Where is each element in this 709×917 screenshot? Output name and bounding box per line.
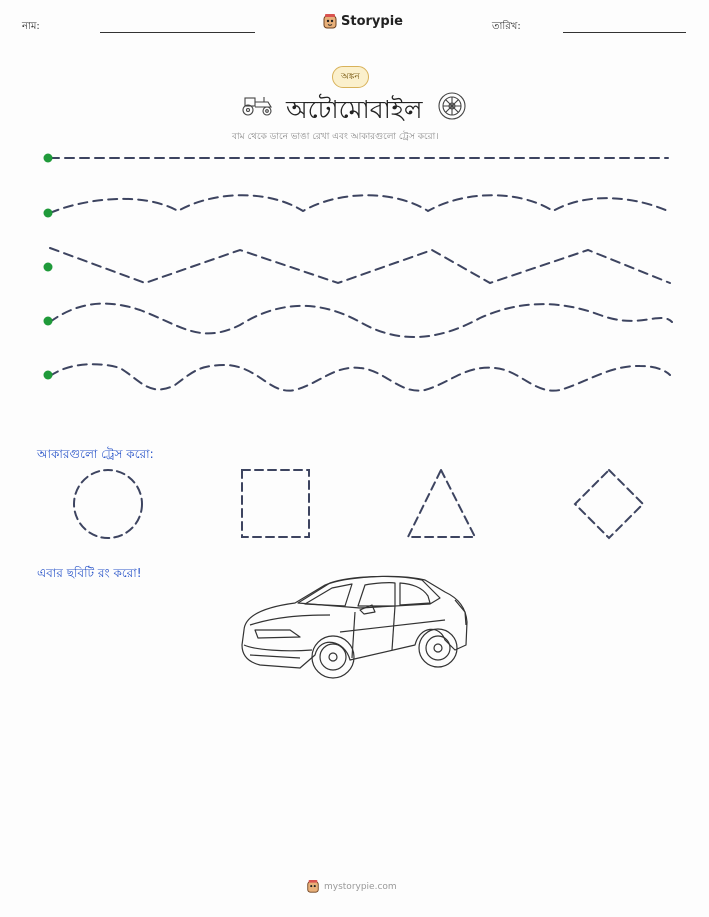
shapes-heading: আকারগুলো ট্রেস করো: — [37, 447, 154, 461]
storypie-logo-icon — [306, 879, 320, 894]
page-title: অটোমোবাইল — [286, 95, 423, 124]
footer — [306, 879, 397, 894]
footer-site[interactable]: mystorypie.com — [324, 881, 397, 892]
color-heading: এবার ছবিটি রং করো! — [37, 566, 142, 580]
instruction-text: বাম থেকে ডানে ভাঙা রেখা এবং আকারগুলো ট্রেস করো। — [232, 132, 439, 142]
brand-name: Storypie — [341, 14, 403, 29]
date-label: তারিখ: — [492, 21, 521, 32]
category-badge: অঙ্কন — [332, 66, 369, 88]
name-label: নাম: — [22, 21, 40, 32]
